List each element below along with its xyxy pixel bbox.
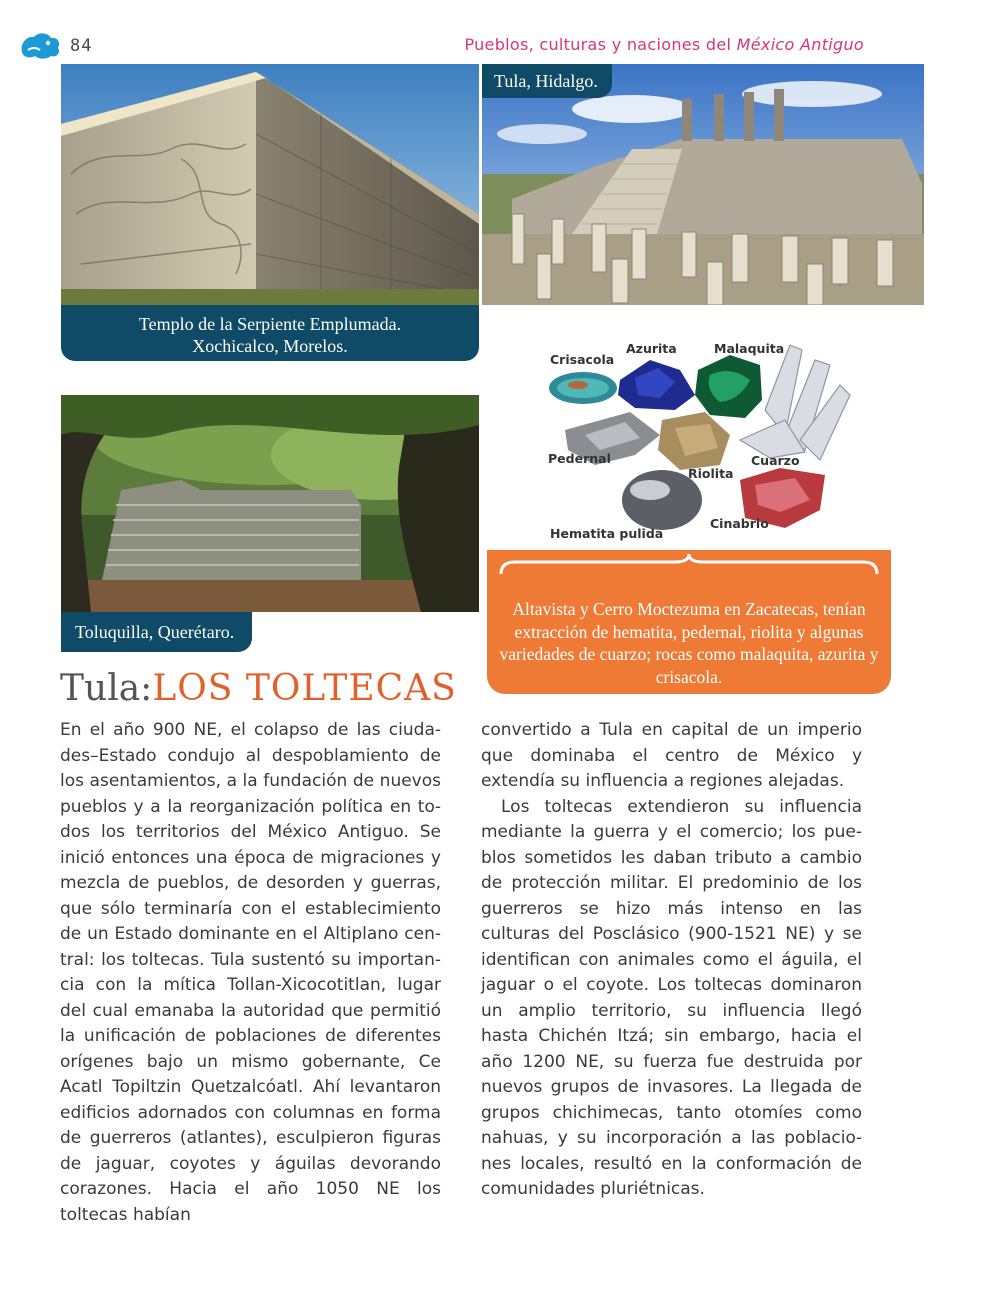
mineral-label-riolita: Riolita — [688, 466, 734, 481]
callout-text: Altavista y Cerro Moctezuma en Zacatecas, tenían extracción de hematita, pedernal, riolita y algunas variedades de cuarzo; rocas como malaquita, azurita y crisacola. — [499, 599, 879, 687]
toluquilla-photo — [61, 395, 479, 612]
body-paragraph: En el año 900 NE, el colapso de las ciudades–Estado condujo al despoblamiento de los asentamientos, a la fundación de nuevos pueblos y a la reorganización política en todos los territorios del México Antiguo. Se inició entonces una época de migraciones y mezcla de pueblos, de desorden y guerras, que sólo terminaría con el establecimiento de un Estado dominante en el Altiplano central: los toltecas. Tula sustentó su importancia con la mítica Tollan-Xicocotitlan, lugar del cual emanaba la autoridad que permitió la unificación de poblaciones de diferentes orígenes bajo un mismo gobernante, Ce Acatl Topiltzin Quetzalcóatl. Ahí levantaron edificios adornados con columnas en forma de guerreros (atlantes), esculpieron figuras de jaguar, coyotes y águilas devorando corazones. Hacia el año 1050 NE los toltecas habían — [60, 720, 441, 1225]
mineral-label-azurita: Azurita — [626, 341, 677, 356]
xochicalco-temple-photo — [61, 64, 479, 305]
page-number: 84 — [70, 36, 93, 56]
mineral-label-pedernal: Pedernal — [548, 451, 611, 466]
tula-pyramid-photo — [482, 64, 924, 305]
running-head — [464, 35, 864, 54]
section-title — [60, 668, 457, 709]
tula-caption: Tula, Hidalgo. — [482, 64, 612, 98]
mineral-label-crisacola: Crisacola — [550, 352, 615, 367]
running-head-italic: México Antiguo — [736, 35, 864, 54]
mineral-label-malaquita: Malaquita — [714, 341, 785, 356]
body-paragraph: Los toltecas extendieron su influencia mediante la guerra y el comercio; los pueblos sometidos les daban tributo a cambio de protección militar. El predominio de los guerreros se hizo más intenso en las culturas del Posclásico (900-1521 NE) y se identifican con animales como el águila, el jaguar o el coyote. Los toltecas dominaron un amplio territorio, su influencia llegó hasta Chichén Itzá; sin embargo, hacia el año 1200 NE, su fuerza fue destruida por nuevos grupos de invasores. La llegada de grupos chichimecas, tanto otomíes como nahuas, y su incorporación a las poblaciones locales, resultó en la conformación de comunidades pluriétnicas. — [481, 796, 862, 1199]
xochicalco-caption — [61, 305, 479, 361]
body-paragraph: convertido a Tula en capital de un imperio que dominaba el centro de México y extendía su influencia a regiones alejadas. — [481, 720, 862, 791]
mineral-label-cuarzo: Cuarzo — [751, 453, 800, 468]
running-head-regular: Pueblos, culturas y naciones del — [464, 35, 737, 54]
body-column-left — [60, 718, 441, 1228]
section-title-prefix: Tula: — [60, 668, 153, 709]
xochicalco-caption-line2: Xochicalco, Morelos. — [192, 336, 348, 356]
publisher-logo-icon — [18, 30, 62, 60]
mineral-label-hematita: Hematita pulida — [550, 526, 664, 541]
xochicalco-caption-line1: Templo de la Serpiente Emplumada. — [138, 314, 402, 334]
minerals-illustration — [540, 340, 870, 550]
section-title-main: LOS TOLTECAS — [152, 668, 457, 709]
body-column-right — [481, 718, 862, 1203]
mineral-label-cinabrio: Cinabrio — [710, 516, 769, 531]
callout-brace — [497, 554, 881, 594]
toluquilla-caption: Toluquilla, Querétaro. — [61, 612, 252, 652]
